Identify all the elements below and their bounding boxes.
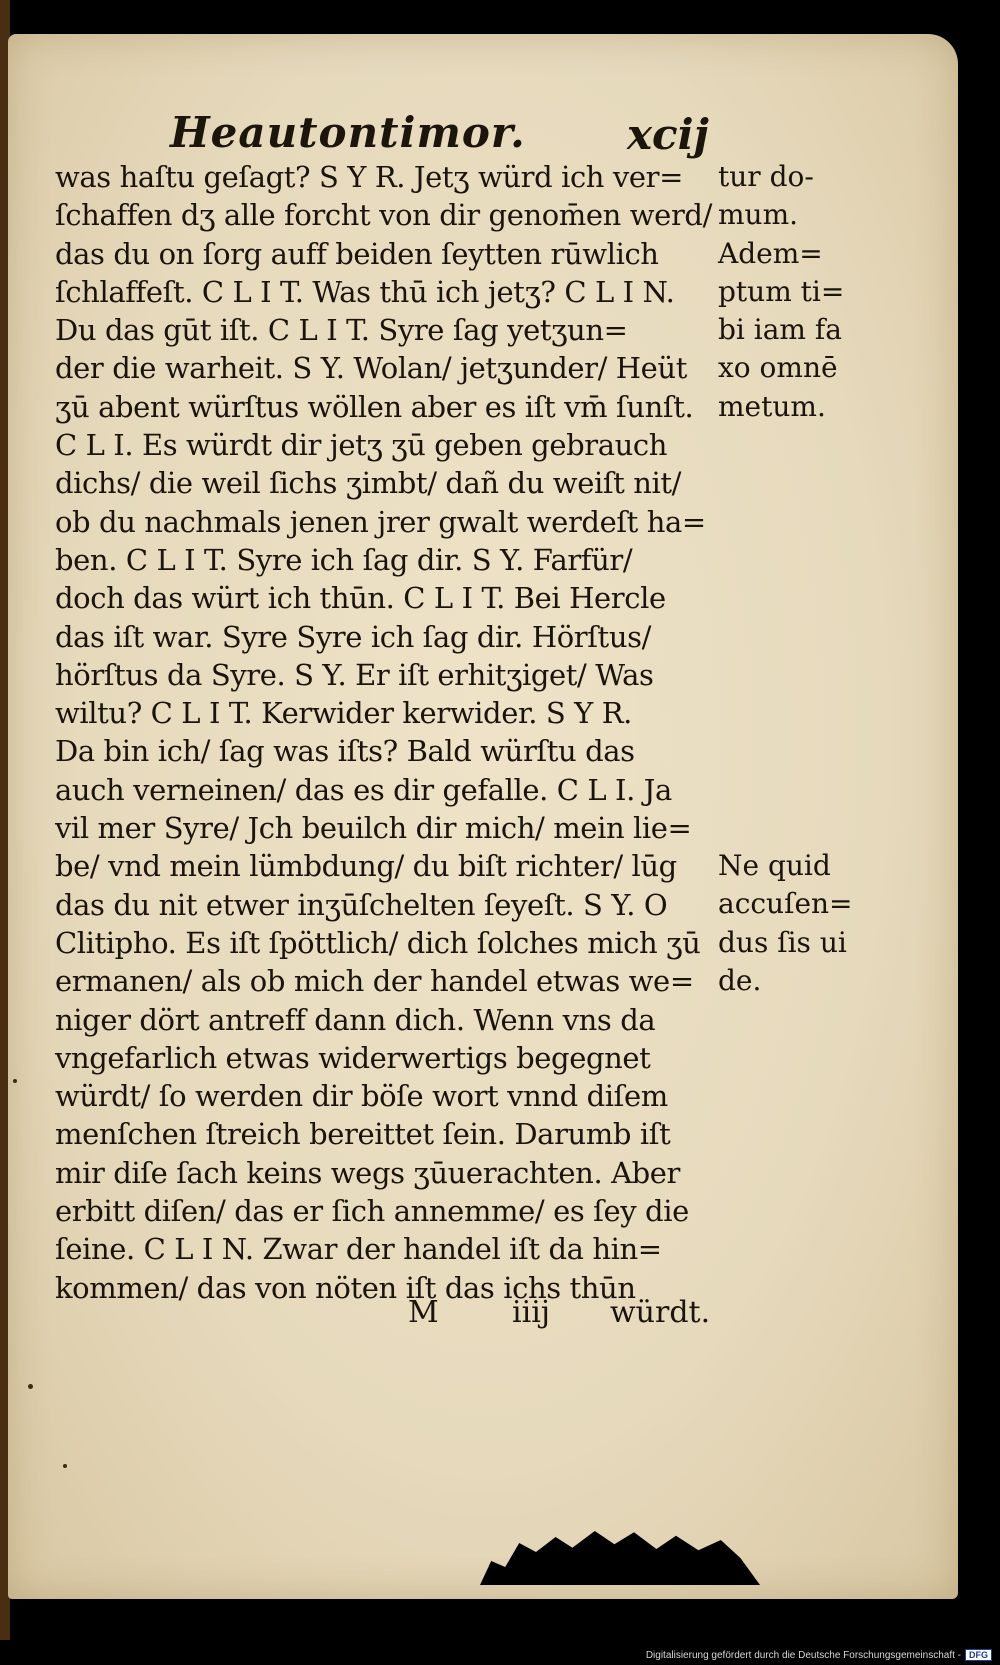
- text-line: ermanen/ als ob mich der handel etwas we=: [55, 964, 694, 999]
- footer-text: Digitalisierung gefördert durch die Deutsche Forschungsgemeinschaft -: [645, 1649, 961, 1661]
- text-line: erbitt diſen/ das er ſich annemme/ es ſey die: [55, 1194, 689, 1229]
- main-text-block: [55, 158, 712, 1307]
- text-line: würdt/ ſo werden dir böſe wort vnnd diſem: [55, 1079, 668, 1114]
- text-line: ob du nachmals jenen jrer gwalt werdeſt ha=: [55, 504, 706, 539]
- marginal-note-line: Adem=: [718, 236, 823, 270]
- text-line: C L I. Es würdt dir jetʒ ʒū geben gebrauch: [55, 428, 668, 463]
- text-line: ben. C L I T. Syre ich ſag dir. S Y. Farfür/: [55, 542, 633, 577]
- text-line: hörſtus da Syre. S Y. Er iſt erhitʒiget/ Was: [55, 657, 654, 692]
- folio-number: xcij: [627, 110, 709, 159]
- text-line: das iſt war. Syre Syre ich ſag dir. Hörſtus/: [55, 619, 651, 654]
- text-line: kommen/ das von nöten iſt das ichs thūn: [55, 1270, 636, 1305]
- text-line: der die warheit. S Y. Wolan/ jetʒunder/ Heüt: [55, 351, 687, 386]
- marginal-note-line: accuſen=: [718, 887, 853, 921]
- text-line: auch verneinen/ das es dir gefalle. C L I. Ja: [55, 772, 672, 807]
- marginal-note-line: tur do-: [718, 160, 814, 193]
- marginal-note-line: metum.: [718, 389, 826, 423]
- dfg-logo: DFG: [965, 1649, 992, 1661]
- signature-mark: M: [408, 1295, 439, 1330]
- text-line: Da bin ich/ ſag was iſts? Bald würſtu das: [55, 734, 635, 769]
- marginal-note-line: Ne quid: [718, 849, 831, 882]
- text-line: mir diſe ſach keins wegs ʒūuerachten. Aber: [55, 1155, 681, 1190]
- text-line: ſchlaffeſt. C L I T. Was thū ich jetʒ? C L I N.: [55, 274, 675, 309]
- marginal-note-line: de.: [718, 963, 762, 997]
- text-line: ſeine. C L I N. Zwar der handel iſt da hin=: [55, 1232, 662, 1267]
- text-line: was haſtu geſagt? S Y R. Jetʒ würd ich ver=: [55, 160, 684, 194]
- marginal-note-1: [718, 158, 978, 426]
- text-line: wiltu? C L I T. Kerwider kerwider. S Y R.: [55, 696, 632, 731]
- marginal-note-line: mum.: [718, 198, 799, 232]
- text-line: das du on ſorg auff beiden ſeytten rūwlich: [55, 236, 659, 271]
- ink-speck: [13, 1079, 17, 1083]
- text-line: Clitipho. Es iſt ſpöttlich/ dich ſolches mich ʒū: [55, 925, 701, 960]
- text-line: vil mer Syre/ Jch beuilch dir mich/ mein lie=: [55, 811, 692, 846]
- text-line: das du nit etwer inʒūſchelten ſeyeſt. S Y. O: [55, 887, 668, 922]
- marginal-note-2: [718, 847, 978, 1000]
- text-line: menſchen ſtreich bereittet ſein. Darumb iſt: [55, 1117, 671, 1152]
- text-line: niger dört antreff dann dich. Wenn vns da: [55, 1002, 656, 1037]
- marginal-note-line: bi iam fa: [718, 313, 842, 347]
- text-line: doch das würt ich thūn. C L I T. Bei Hercle: [55, 581, 666, 616]
- digitization-footer: [646, 1649, 992, 1661]
- running-head-title: Heautontimor.: [170, 108, 526, 157]
- text-line: ſchaffen dʒ alle forcht von dir genom̄en werd/: [55, 198, 712, 233]
- catchword: würdt.: [610, 1295, 711, 1330]
- text-line: vngefarlich etwas widerwertigs begegnet: [55, 1040, 651, 1075]
- marginal-note-line: xo omnē: [718, 351, 838, 385]
- text-line: dichs/ die weil ſichs ʒimbt/ dañ du weiſt nit/: [55, 466, 682, 501]
- ink-speck: [63, 1464, 67, 1468]
- marginal-note-line: dus ſis ui: [718, 925, 847, 959]
- text-line: be/ vnd mein lümbdung/ du biſt richter/ lūg: [55, 849, 677, 884]
- text-line: Du das gūt iſt. C L I T. Syre ſag yetʒun=: [55, 313, 628, 348]
- ink-speck: [28, 1384, 33, 1389]
- text-line: ʒū abent würſtus wöllen aber es iſt vm̄ ſunſt.: [55, 389, 694, 424]
- signature-number: iiij: [512, 1295, 551, 1330]
- marginal-note-line: ptum ti=: [718, 274, 845, 308]
